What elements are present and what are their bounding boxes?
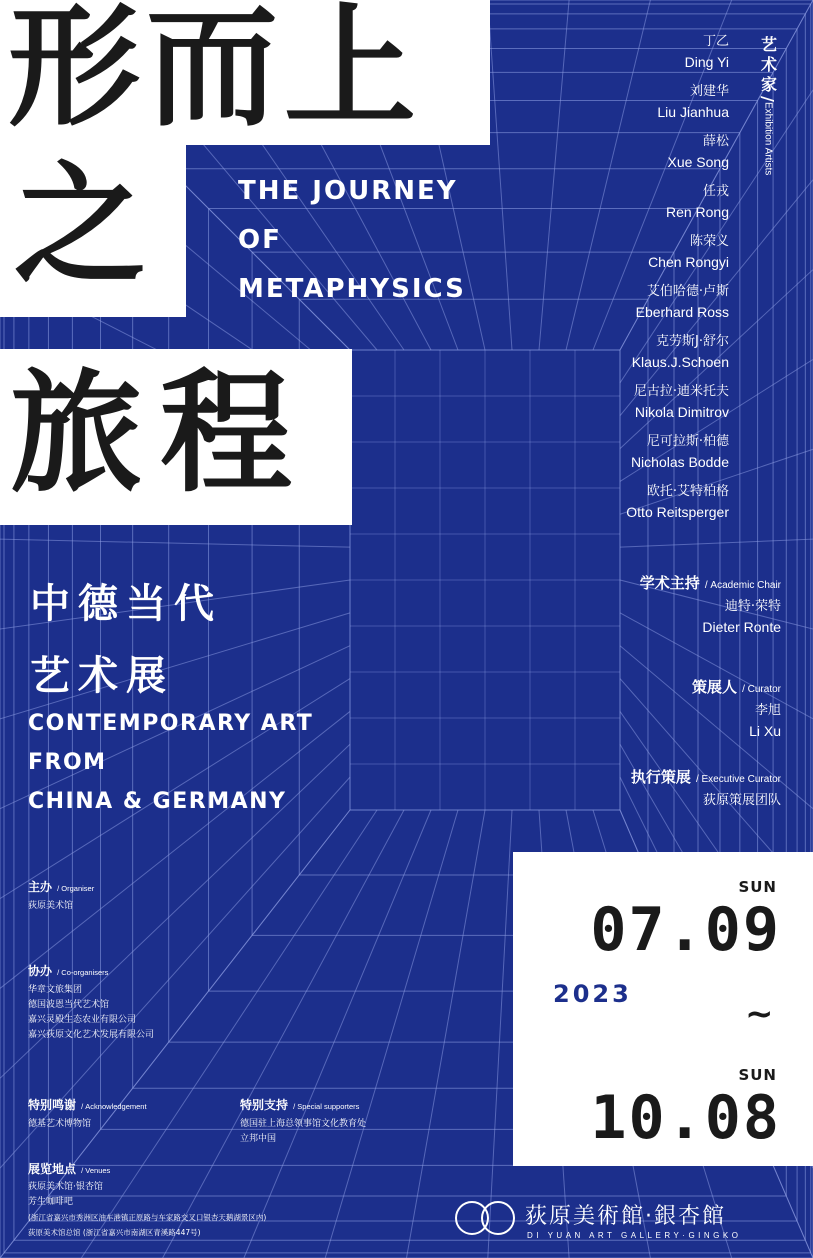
academic-chair-en: Dieter Ronte bbox=[702, 619, 781, 635]
curator-label-en: / Curator bbox=[742, 684, 781, 695]
subtitle-en-line1: CONTEMPORARY ART bbox=[28, 711, 314, 736]
curator-label: 策展人 bbox=[691, 678, 737, 696]
artist-en: Ren Rong bbox=[665, 204, 729, 220]
title-en-line3: METAPHYSICS bbox=[238, 274, 466, 304]
executive-curator-cn: 荻原策展团队 bbox=[702, 793, 781, 808]
special-supporters-label-en: / Special supporters bbox=[293, 1102, 360, 1111]
academic-chair bbox=[640, 572, 781, 637]
curator bbox=[692, 676, 781, 741]
co-organiser-line: 华章文旅集团 bbox=[28, 985, 83, 995]
artist-item bbox=[469, 332, 729, 382]
artist-en: Xue Song bbox=[667, 154, 729, 170]
artist-cn: 欧托·艾特柏格 bbox=[646, 484, 729, 499]
special-supporters-label: 特别支持 bbox=[240, 1098, 289, 1112]
artist-item bbox=[469, 182, 729, 232]
artist-en: Eberhard Ross bbox=[635, 304, 729, 320]
title-en-line1: THE JOURNEY bbox=[238, 176, 458, 206]
curator-en: Li Xu bbox=[749, 723, 781, 739]
venue-line: (浙江省嘉兴市秀洲区油车港镇正原路与车家路交叉口银杏天鹅湖景区内) bbox=[28, 1213, 267, 1222]
co-organiser-line: 嘉兴灵殿生态农业有限公司 bbox=[28, 1015, 137, 1025]
artist-cn: 尼可拉斯·柏德 bbox=[646, 434, 729, 449]
artist-item bbox=[469, 232, 729, 282]
artist-en: Nicholas Bodde bbox=[630, 454, 729, 470]
artist-en: Otto Reitsperger bbox=[626, 504, 729, 520]
end-date: 10.08 bbox=[590, 1083, 781, 1153]
artist-en: Klaus.J.Schoen bbox=[631, 354, 729, 370]
artist-en: Nikola Dimitrov bbox=[634, 404, 729, 420]
logo-name: 荻原美術館·銀杏館 bbox=[525, 1204, 726, 1229]
venues-label-en: / Venues bbox=[81, 1166, 111, 1175]
title-cn-line1: 形而上 bbox=[8, 0, 422, 145]
start-day: SUN bbox=[738, 878, 777, 896]
co-organisers-label-en: / Co-organisers bbox=[57, 968, 109, 977]
gallery-logo bbox=[455, 1195, 785, 1245]
artist-item bbox=[469, 32, 729, 82]
artist-en: Ding Yi bbox=[684, 54, 729, 70]
artists-label-slash: / bbox=[758, 96, 778, 102]
artists-label-cn: 艺术家 bbox=[758, 36, 778, 96]
venue-line: 荻原美术馆·银杏馆 bbox=[28, 1182, 103, 1192]
date-separator: ~ bbox=[745, 994, 774, 1034]
end-day: SUN bbox=[738, 1066, 777, 1084]
special-supporter-line: 德国驻上海总领事馆文化教育处 bbox=[240, 1119, 367, 1129]
acknowledgement-label-en: / Acknowledgement bbox=[81, 1102, 147, 1111]
co-organiser-line: 嘉兴荻原文化艺术发展有限公司 bbox=[28, 1030, 155, 1040]
title-cn-line2: 之 bbox=[14, 149, 146, 303]
artist-item bbox=[469, 82, 729, 132]
subtitle-cn-line1: 中德当代 bbox=[30, 581, 222, 627]
artist-item bbox=[469, 432, 729, 482]
artist-cn: 克劳斯J·舒尔 bbox=[656, 334, 729, 349]
subtitle-cn-line2: 艺术展 bbox=[30, 653, 174, 699]
year: 2023 bbox=[553, 980, 632, 1008]
artist-item bbox=[469, 482, 729, 532]
executive-curator bbox=[631, 766, 781, 811]
artist-cn: 艾伯哈德·卢斯 bbox=[646, 284, 729, 299]
acknowledgement bbox=[28, 1094, 147, 1132]
organiser-label: 主办 bbox=[28, 880, 53, 894]
academic-chair-label-en: / Academic Chair bbox=[704, 580, 781, 591]
artist-en: Liu Jianhua bbox=[657, 104, 729, 120]
subtitle-en-line3: CHINA & GERMANY bbox=[28, 789, 287, 814]
date-panel bbox=[513, 852, 813, 1166]
co-organisers bbox=[28, 960, 154, 1043]
academic-chair-cn: 迪特·荣特 bbox=[724, 599, 781, 614]
curator-cn: 李旭 bbox=[754, 703, 781, 718]
executive-curator-label-en: / Executive Curator bbox=[695, 774, 781, 785]
special-supporters bbox=[240, 1094, 366, 1147]
venues-label: 展览地点 bbox=[28, 1162, 77, 1176]
venue-line: 芳生咖啡吧 bbox=[28, 1197, 74, 1207]
subtitle-en-line2: FROM bbox=[28, 750, 107, 775]
co-organiser-line: 德国波恩当代艺术馆 bbox=[28, 1000, 110, 1010]
artist-cn: 丁乙 bbox=[702, 34, 729, 49]
special-supporter-line: 立邦中国 bbox=[240, 1134, 277, 1144]
logo-ring-icon bbox=[481, 1201, 515, 1235]
artists-label bbox=[754, 36, 782, 175]
venue-line: 荻原美术馆总馆 (浙江省嘉兴市南湖区青溪路447号) bbox=[28, 1228, 201, 1237]
organiser-label-en: / Organiser bbox=[57, 884, 95, 893]
title-en-line2: OF bbox=[238, 225, 282, 255]
venues bbox=[28, 1158, 266, 1240]
artists-list bbox=[469, 32, 729, 532]
artist-cn: 刘建华 bbox=[689, 84, 729, 99]
artist-cn: 任戎 bbox=[702, 184, 729, 199]
artist-en: Chen Rongyi bbox=[648, 254, 729, 270]
artist-item bbox=[469, 282, 729, 332]
logo-name-en: DI YUAN ART GALLERY·GINGKO bbox=[527, 1231, 742, 1240]
start-date: 07.09 bbox=[590, 895, 781, 965]
co-organisers-label: 协办 bbox=[28, 964, 53, 978]
artist-cn: 陈荣义 bbox=[689, 234, 729, 249]
artist-item bbox=[469, 132, 729, 182]
artist-cn: 尼古拉·迪米托夫 bbox=[633, 384, 729, 399]
acknowledgement-label: 特别鸣谢 bbox=[28, 1098, 77, 1112]
organiser bbox=[28, 876, 94, 914]
organiser-line: 荻原美术馆 bbox=[28, 901, 74, 911]
academic-chair-label: 学术主持 bbox=[639, 574, 700, 592]
executive-curator-label: 执行策展 bbox=[630, 768, 691, 786]
acknowledgement-line: 德基艺术博物馆 bbox=[28, 1119, 92, 1129]
artist-item bbox=[469, 382, 729, 432]
title-cn-line3: 旅程 bbox=[10, 357, 310, 511]
artist-cn: 薛松 bbox=[702, 134, 729, 149]
artists-label-en: Exhibition Artists bbox=[762, 101, 774, 176]
